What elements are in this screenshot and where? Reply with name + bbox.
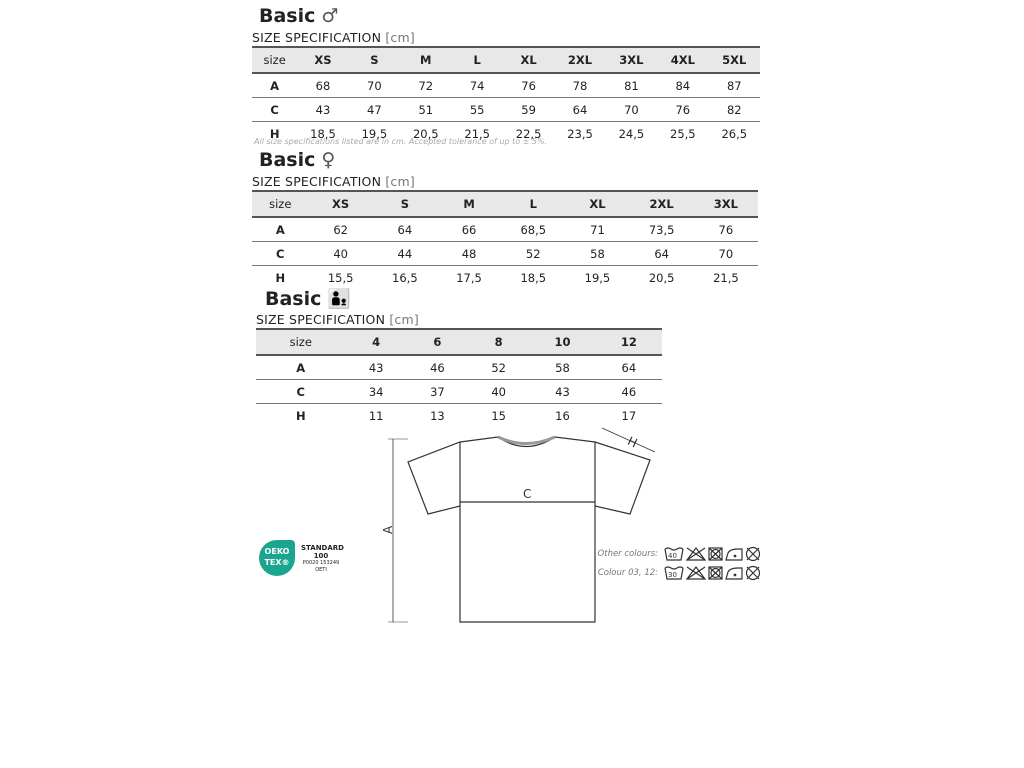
table-cell: 64: [630, 242, 694, 266]
table-cell: 43: [297, 98, 348, 122]
table-cell: A: [252, 217, 309, 242]
table-cell: 73,5: [630, 217, 694, 242]
gender-icon: ♀: [321, 149, 336, 171]
column-header: size: [256, 329, 346, 355]
table-cell: 20,5: [648, 270, 675, 285]
table-row: [252, 217, 758, 242]
spec-heading: SIZE SPECIFICATION [cm]: [252, 174, 415, 189]
column-header: 6: [407, 329, 468, 355]
table-cell: 20,5: [412, 126, 439, 141]
table-cell: 72: [400, 73, 451, 98]
table-cell: A: [252, 73, 297, 98]
table-cell: H: [295, 408, 306, 423]
table-cell: 37: [407, 380, 468, 404]
table-cell: 40: [309, 242, 373, 266]
table-cell: 64: [373, 217, 437, 242]
table-cell: 81: [606, 73, 657, 98]
table-row: [256, 380, 662, 404]
table-cell: 21,5: [464, 126, 490, 141]
table-cell: 68,5: [501, 217, 565, 242]
table-cell: 18,5: [520, 270, 547, 285]
table-row: [252, 73, 760, 98]
table-cell: 13: [430, 408, 445, 423]
table-cell: 44: [373, 242, 437, 266]
table-cell: 76: [503, 73, 554, 98]
table-cell: 70: [606, 98, 657, 122]
column-header: S: [373, 191, 437, 217]
table-cell: C: [256, 380, 346, 404]
table-cell: 18,5: [310, 126, 336, 141]
oeko-tex-badge: [259, 540, 344, 576]
column-header: M: [400, 47, 451, 73]
table-cell: 21,5: [713, 270, 739, 285]
table-cell: 16: [555, 408, 570, 423]
table-cell: 46: [407, 355, 468, 380]
table-cell: 17: [621, 408, 637, 423]
column-header: size: [252, 47, 297, 73]
no-bleach-icon: [687, 548, 705, 560]
table-cell: 87: [709, 73, 760, 98]
table-cell: 26,5: [721, 126, 748, 141]
iron-icon: [726, 568, 742, 579]
table-cell: 62: [309, 217, 373, 242]
column-header: M: [437, 191, 501, 217]
table-cell: 40: [468, 380, 529, 404]
table-row: [252, 266, 758, 290]
table-cell: 84: [657, 73, 708, 98]
table-cell: 59: [503, 98, 554, 122]
table-title: Basic ♀: [259, 149, 336, 171]
column-header: L: [451, 47, 502, 73]
table-cell: C: [252, 242, 309, 266]
table-cell: H: [269, 126, 280, 141]
column-header: XS: [309, 191, 373, 217]
table-cell: 17,5: [456, 270, 482, 285]
table-cell: 76: [657, 98, 708, 122]
table-cell: 55: [451, 98, 502, 122]
care-symbols: [664, 565, 772, 581]
wash-icon: [665, 567, 683, 579]
tolerance-note: All size specifications listed are in cm. Accepted tolerance of up to ± 5%.: [254, 137, 548, 146]
table-cell: 48: [437, 242, 501, 266]
table-cell: 71: [565, 217, 629, 242]
no-tumble-dry-icon: [709, 548, 722, 560]
table-cell: H: [275, 270, 286, 285]
table-cell: 22,5: [515, 126, 542, 141]
table-cell: 19,5: [361, 126, 388, 141]
table-cell: 58: [529, 355, 595, 380]
spec-heading: SIZE SPECIFICATION [cm]: [256, 312, 419, 327]
table-header: [252, 47, 760, 73]
column-header: S: [349, 47, 400, 73]
column-header: XS: [297, 47, 348, 73]
wash-temperature: 40: [668, 552, 677, 560]
table-cell: 16,5: [392, 270, 418, 285]
table-cell: 23,5: [567, 126, 593, 141]
no-bleach-icon: [687, 567, 705, 579]
column-header: 5XL: [709, 47, 760, 73]
column-header: 2XL: [630, 191, 694, 217]
spec-heading: SIZE SPECIFICATION [cm]: [252, 30, 415, 45]
column-header: 3XL: [694, 191, 758, 217]
dim-a-label: A: [381, 525, 395, 534]
table-cell: 64: [596, 355, 662, 380]
tshirt-diagram: [380, 422, 670, 628]
table-cell: 70: [694, 242, 758, 266]
no-dry-clean-icon: [747, 567, 760, 580]
column-header: 4: [346, 329, 407, 355]
table-cell: 46: [596, 380, 662, 404]
gender-icon: ♂: [321, 5, 339, 27]
table-title: Basic 👨‍👦: [265, 288, 352, 310]
table-cell: 25,5: [670, 126, 696, 141]
table-row: [252, 98, 760, 122]
column-header: size: [252, 191, 309, 217]
table-cell: 82: [709, 98, 760, 122]
column-header: 10: [529, 329, 595, 355]
table-cell: 43: [346, 355, 407, 380]
oeko-tex-logo: OEKO TEX®: [259, 540, 295, 576]
table-title: Basic ♂: [259, 5, 339, 27]
table-cell: 68: [297, 73, 348, 98]
table-row: [252, 242, 758, 266]
table-cell: 51: [400, 98, 451, 122]
size-table: [256, 328, 662, 427]
wash-temperature: 30: [668, 571, 677, 579]
oeko-number: 100: [313, 552, 329, 560]
table-cell: 74: [451, 73, 502, 98]
table-cell: 76: [694, 217, 758, 242]
care-label: Other colours:: [597, 549, 658, 559]
table-cell: 52: [468, 355, 529, 380]
table-cell: 11: [368, 408, 384, 423]
table-cell: 58: [565, 242, 629, 266]
table-cell: 34: [346, 380, 407, 404]
column-header: 8: [468, 329, 529, 355]
gender-icon: 👨‍👦: [327, 288, 352, 310]
care-label: Colour 03, 12:: [597, 568, 658, 578]
table-cell: 64: [554, 98, 605, 122]
oeko-code: P0020 153249: [302, 560, 340, 566]
column-header: XL: [565, 191, 629, 217]
table-cell: C: [252, 98, 297, 122]
column-header: 12: [596, 329, 662, 355]
column-header: 3XL: [606, 47, 657, 73]
care-symbols: [664, 546, 772, 562]
no-dry-clean-icon: [747, 548, 760, 561]
table-cell: 47: [349, 98, 400, 122]
column-header: XL: [503, 47, 554, 73]
table-cell: 24,5: [618, 126, 645, 141]
size-table: [252, 46, 760, 145]
no-tumble-dry-icon: [709, 567, 722, 579]
table-cell: 43: [529, 380, 595, 404]
wash-icon: [665, 548, 683, 560]
table-cell: 15,5: [327, 270, 354, 285]
oeko-standard: STANDARD: [301, 544, 344, 552]
dim-h-label: H: [625, 433, 640, 451]
table-cell: 70: [349, 73, 400, 98]
table-cell: 78: [554, 73, 605, 98]
table-cell: A: [256, 355, 346, 380]
oeko-inst: OETI: [315, 567, 327, 573]
table-cell: 15: [491, 408, 506, 423]
table-cell: 52: [501, 242, 565, 266]
size-table: [252, 190, 758, 289]
table-cell: 19,5: [584, 270, 611, 285]
table-cell: 66: [437, 217, 501, 242]
column-header: 2XL: [554, 47, 605, 73]
column-header: L: [501, 191, 565, 217]
iron-icon: [726, 549, 742, 560]
table-row: [256, 355, 662, 380]
table-header: [252, 191, 758, 217]
column-header: 4XL: [657, 47, 708, 73]
table-header: [256, 329, 662, 355]
dim-c-label: C: [523, 487, 532, 501]
